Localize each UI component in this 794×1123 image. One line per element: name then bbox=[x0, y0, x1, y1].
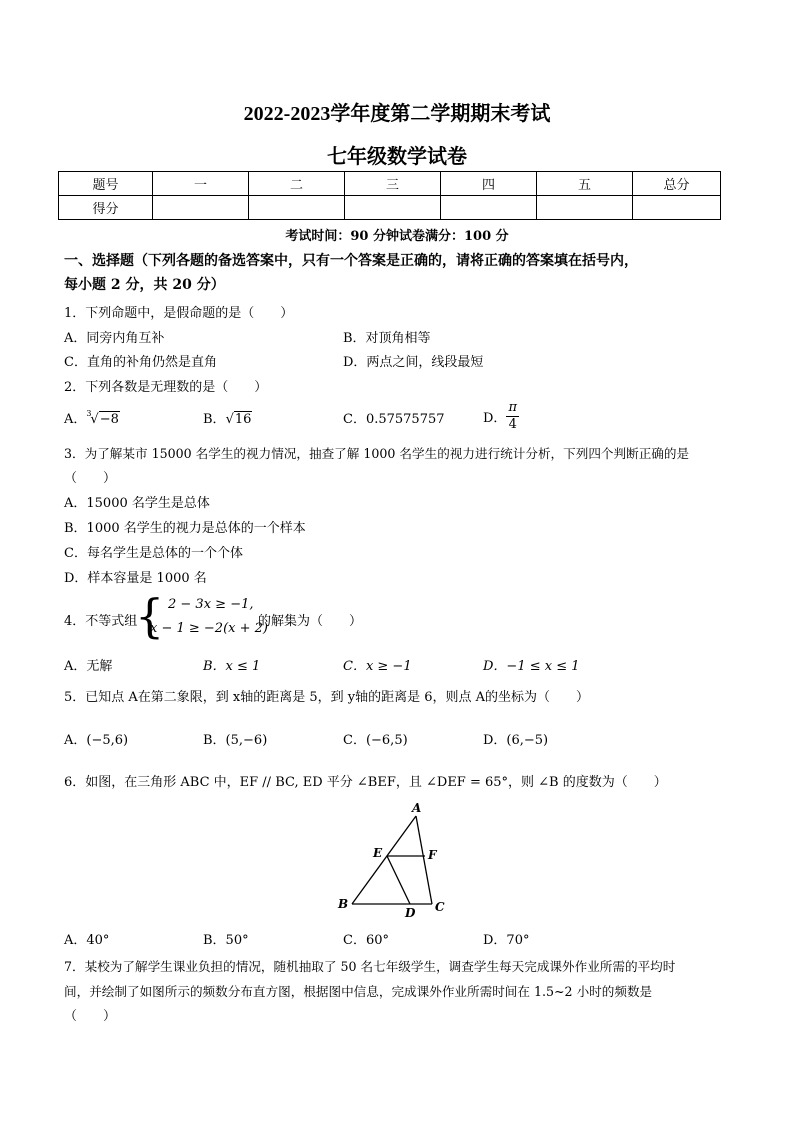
point-label-b: B bbox=[338, 897, 349, 911]
cube-root-expression bbox=[86, 409, 119, 427]
q3-stem-cont: （ ） bbox=[64, 471, 117, 486]
q5-option-b: B．(5,−6) bbox=[203, 733, 268, 748]
q6-option-c: C．60° bbox=[343, 933, 389, 948]
radicand: 16 bbox=[234, 412, 252, 427]
q3-stem: 3．为了解某市 15000 名学生的视力情况，抽查了解 1000 名学生的视力进行统计分析，下列四个判断正确的是 bbox=[64, 446, 690, 461]
q5-stem: 5．已知点 A在第二象限，到 x轴的距离是 5，到 y轴的距离是 6，则点 A的坐标为（ ） bbox=[64, 690, 590, 705]
segment-ab bbox=[352, 816, 416, 904]
q3-option-a: A．15000 名学生是总体 bbox=[64, 496, 210, 511]
q7-stem-line3: （ ） bbox=[64, 1009, 117, 1024]
table-cell: 五 bbox=[537, 172, 633, 196]
score-entry-cell[interactable] bbox=[345, 196, 441, 220]
q2-stem: 2．下列各数是无理数的是（ ） bbox=[64, 380, 268, 395]
q3-option-d: D．样本容量是 1000 名 bbox=[64, 571, 207, 586]
numerator: π bbox=[508, 400, 517, 415]
radical-sign: √ bbox=[90, 412, 99, 427]
q3-option-b: B．1000 名学生的视力是总体的一个样本 bbox=[64, 521, 306, 536]
q7-stem-line1: 7．某校为了解学生课业负担的情况，随机抽取了 50 名七年级学生，调查学生每天完成课外作业所需的平均时 bbox=[64, 959, 676, 974]
score-table-header-row bbox=[59, 172, 721, 196]
q1-option-a: A．同旁内角互补 bbox=[64, 331, 165, 346]
q5-option-d: D．(6,−5) bbox=[483, 733, 549, 748]
q6-stem: 6．如图，在三角形 ABC 中，EF // BC, ED 平分 ∠BEF，且 ∠DEF = 65°，则 ∠B 的度数为（ ） bbox=[64, 775, 667, 790]
score-entry-cell[interactable] bbox=[153, 196, 249, 220]
table-cell: 四 bbox=[441, 172, 537, 196]
option-label: D． bbox=[483, 411, 507, 426]
point-label-f: F bbox=[428, 848, 437, 862]
table-cell: 二 bbox=[249, 172, 345, 196]
section-heading-line1: 一、选择题（下列各题的备选答案中，只有一个答案是正确的，请将正确的答案填在括号内， bbox=[64, 253, 638, 269]
section-heading-line2: 每小题 2 分，共 20 分） bbox=[64, 277, 225, 293]
denominator: 4 bbox=[508, 417, 517, 432]
q6-option-b: B．50° bbox=[203, 933, 249, 948]
q6-option-d: D．70° bbox=[483, 933, 530, 948]
q1-option-b: B．对顶角相等 bbox=[343, 331, 431, 346]
radicand: −8 bbox=[99, 412, 119, 427]
score-entry-cell[interactable] bbox=[633, 196, 721, 220]
score-entry-cell[interactable] bbox=[441, 196, 537, 220]
table-cell: 一 bbox=[153, 172, 249, 196]
q4-option-b: B．x ≤ 1 bbox=[203, 659, 261, 674]
score-entry-cell[interactable] bbox=[537, 196, 633, 220]
q4-stem-pre: 4．不等式组 bbox=[64, 614, 138, 629]
q2-option-c: C．0.57575757 bbox=[343, 412, 445, 427]
score-table bbox=[58, 171, 721, 220]
score-entry-cell[interactable] bbox=[249, 196, 345, 220]
q1-option-d: D．两点之间，线段最短 bbox=[343, 355, 484, 370]
q1-option-c: C．直角的补角仍然是直角 bbox=[64, 355, 217, 370]
table-cell: 总分 bbox=[633, 172, 721, 196]
triangle-figure bbox=[330, 800, 460, 922]
q1-stem: 1．下列命题中，是假命题的是（ ） bbox=[64, 306, 294, 321]
q2-option-b bbox=[203, 408, 252, 427]
system-brace: { bbox=[135, 589, 165, 643]
q4-option-a: A．无解 bbox=[64, 659, 113, 674]
q4-inequality-1: 2 − 3x ≥ −1, bbox=[168, 597, 254, 612]
score-table-score-row bbox=[59, 196, 721, 220]
exam-title: 2022-2023学年度第二学期期末考试 bbox=[243, 103, 551, 125]
q2-option-d bbox=[483, 400, 519, 433]
q6-option-a: A．40° bbox=[64, 933, 110, 948]
point-label-a: A bbox=[412, 801, 422, 815]
q5-option-c: C．(−6,5) bbox=[343, 733, 408, 748]
table-cell: 题号 bbox=[59, 172, 153, 196]
option-label: A． bbox=[64, 412, 87, 427]
segment-ed bbox=[387, 856, 410, 904]
q7-stem-line2: 间，并绘制了如图所示的频数分布直方图，根据图中信息，完成课外作业所需时间在 1.5~2 小时的频数是 bbox=[64, 984, 653, 999]
q4-option-d: D．−1 ≤ x ≤ 1 bbox=[483, 659, 580, 674]
q5-option-a: A．(−5,6) bbox=[64, 733, 129, 748]
q2-option-a bbox=[64, 408, 120, 427]
exam-info: 考试时间：90 分钟试卷满分：100 分 bbox=[285, 229, 509, 244]
point-label-c: C bbox=[435, 900, 445, 914]
point-label-d: D bbox=[405, 906, 416, 920]
root-index: 3 bbox=[86, 409, 92, 418]
pi-over-4-fraction bbox=[506, 400, 519, 433]
q4-inequality-2: x − 1 ≥ −2(x + 2) bbox=[150, 621, 268, 636]
table-cell: 得分 bbox=[59, 196, 153, 220]
exam-subtitle: 七年级数学试卷 bbox=[327, 146, 467, 168]
point-label-e: E bbox=[373, 846, 383, 860]
option-label: B． bbox=[203, 412, 226, 427]
q4-option-c: C．x ≥ −1 bbox=[343, 659, 412, 674]
table-cell: 三 bbox=[345, 172, 441, 196]
q4-stem-post: 的解集为（ ） bbox=[258, 614, 363, 629]
radical-sign: √ bbox=[225, 412, 234, 427]
q3-option-c: C．每名学生是总体的一个个体 bbox=[64, 546, 243, 561]
